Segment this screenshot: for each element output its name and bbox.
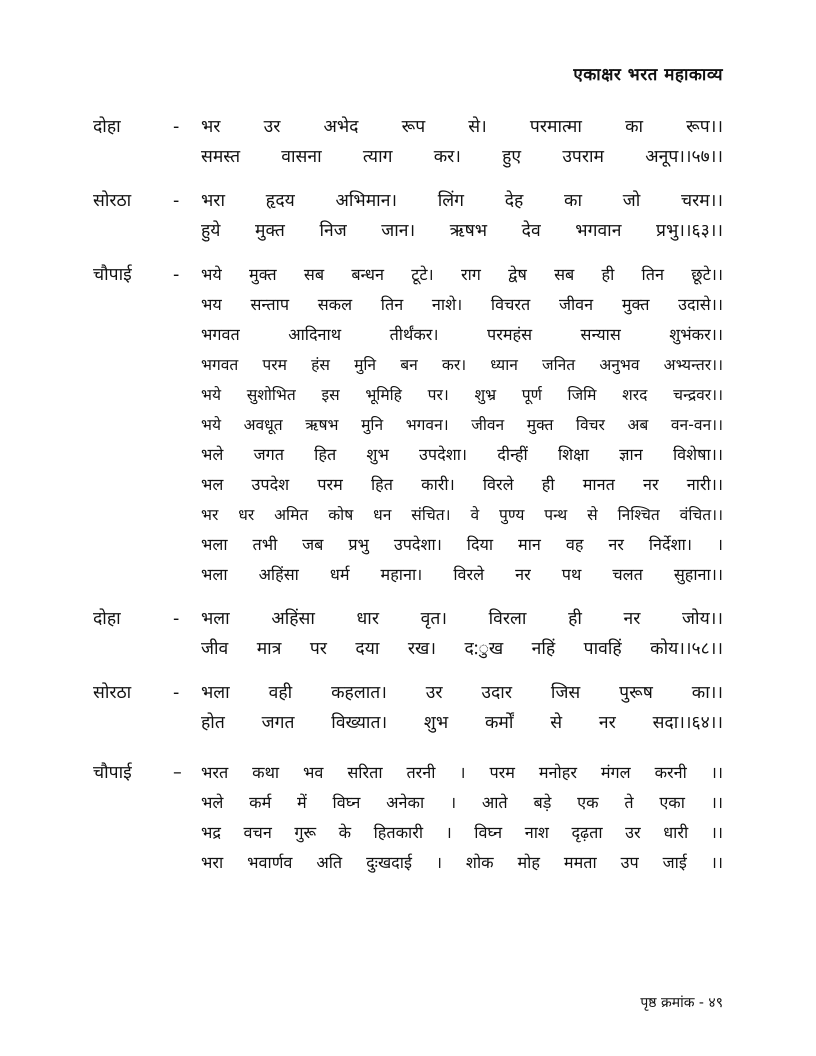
verse-content: [93, 112, 723, 892]
verse-line: समस्त वासना त्याग कर। हुए उपराम अनूप।।५७।।: [201, 147, 723, 167]
stanza-lines: [201, 604, 723, 664]
stanza-label: चौपाई: [93, 763, 132, 783]
stanza-lines: [201, 186, 723, 246]
verse-line: भरा भवार्णव अति दुःखदाई । शोक मोह ममता उप जाई ।।: [201, 853, 723, 872]
stanza-dash: -: [173, 683, 180, 703]
stanza-lines: [201, 260, 723, 590]
verse-line: भले कर्म में विघ्न अनेका । आते बड़े एक ते एका ।।: [201, 793, 723, 812]
verse-line: भला अहिंसा धार वृत। विरला ही नर जोय।।: [201, 609, 723, 629]
stanza-lines: [201, 112, 723, 172]
verse-line: हुये मुक्त निज जान। ऋषभ देव भगवान प्रभु।।६३।।: [201, 221, 723, 241]
stanza-soratha-64: [93, 678, 723, 738]
stanza-dash: -: [173, 117, 180, 137]
verse-line: भला अहिंसा धर्म महाना। विरले नर पथ चलत सुहाना।।: [201, 565, 723, 584]
stanza-soratha-63: [93, 186, 723, 246]
verse-line: भले जगत हित शुभ उपदेशा। दीन्हीं शिक्षा ज्ञान विशेषा।।: [201, 445, 723, 464]
verse-line: भगवत परम हंस मुनि बन कर। ध्यान जनित अनुभव अभ्यन्तर।।: [201, 356, 723, 374]
verse-line: भर उर अभेद रूप से। परमात्मा का रूप।।: [201, 117, 723, 137]
verse-line: भरा हृदय अभिमान। लिंग देह का जो चरम।।: [201, 191, 723, 211]
stanza-lines: [201, 758, 723, 878]
verse-line: भये सुशोभित इस भूमिहि पर। शुभ्र पूर्ण जिमि शरद चन्द्रवर।।: [201, 386, 723, 404]
stanza-dash: -: [173, 609, 180, 629]
verse-line: भद्र वचन गुरू के हितकारी । विघ्न नाश दृढ़ता उर धारी ।।: [201, 823, 723, 842]
stanza-dash: -: [173, 191, 180, 211]
stanza-dash: –: [173, 763, 182, 783]
stanza-doha-57: [93, 112, 723, 172]
stanza-label: चौपाई: [93, 265, 132, 285]
verse-line: भय सन्ताप सकल तिन नाशे। विचरत जीवन मुक्त उदासे।।: [201, 295, 723, 314]
stanza-lines: [201, 678, 723, 738]
stanza-label: सोरठा: [93, 683, 132, 703]
verse-line: भये मुक्त सब बन्धन टूटे। राग द्वेष सब ही तिन छूटे।।: [201, 265, 723, 284]
verse-line: जीव मात्र पर दया रख। द:ुख नहिं पावहिं कोय।।५८।।: [201, 639, 723, 659]
verse-line: होत जगत विख्यात। शुभ कर्मों से नर सदा।।६४।।: [201, 713, 723, 733]
stanza-label: दोहा: [93, 609, 121, 629]
verse-line: भल उपदेश परम हित कारी। विरले ही मानत नर नारी।।: [201, 475, 723, 494]
page-number: पृष्ठ क्रमांक - ४९: [640, 995, 723, 1011]
stanza-label: सोरठा: [93, 191, 132, 211]
verse-line: भगवत आदिनाथ तीर्थंकर। परमहंस सन्यास शुभंकर।।: [201, 325, 723, 344]
verse-line: भला वही कहलात। उर उदार जिस पुरूष का।।: [201, 683, 723, 703]
stanza-chaupai-1: [93, 260, 723, 590]
stanza-dash: -: [173, 265, 180, 285]
stanza-chaupai-2: [93, 758, 723, 878]
running-header: एकाक्षर भरत महाकाव्य: [573, 65, 723, 85]
stanza-doha-58: [93, 604, 723, 664]
verse-line: भरत कथा भव सरिता तरनी । परम मनोहर मंगल करनी ।।: [201, 763, 723, 782]
verse-line: भला तभी जब प्रभु उपदेशा। दिया मान वह नर निर्देशा। ।: [201, 535, 723, 554]
verse-line: भये अवधूत ऋषभ मुनि भगवन। जीवन मुक्त विचर अब वन-वन।।: [201, 416, 723, 434]
verse-line: भर धर अमित कोष धन संचित। वे पुण्य पन्थ से निश्चित वंचित।।: [201, 506, 723, 524]
stanza-label: दोहा: [93, 117, 121, 137]
